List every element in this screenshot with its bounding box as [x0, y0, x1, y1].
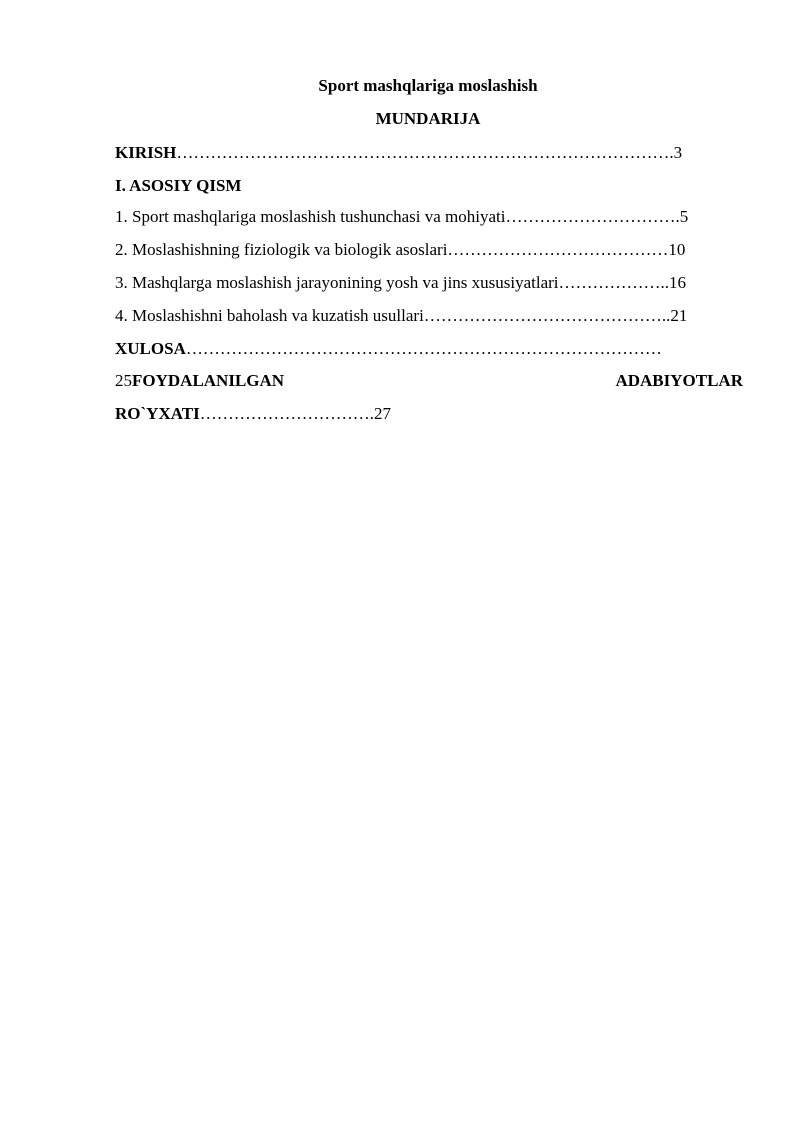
toc-entry-label: RO`YXATI: [115, 404, 200, 423]
toc-entry-references-line2: [115, 403, 743, 425]
toc-entry: [115, 272, 743, 294]
toc-page-number: 3: [673, 143, 683, 162]
toc-leader: ………………………….: [199, 404, 374, 423]
toc-entry-label: XULOSA: [115, 339, 186, 358]
toc-entry-label: 3. Mashqlarga moslashish jarayonining yosh va jins xususiyatlari: [115, 273, 559, 292]
toc-entry-label: FOYDALANILGAN: [132, 371, 285, 390]
toc-entry-conclusion: [115, 338, 743, 360]
toc-page-number: 10: [668, 240, 686, 259]
toc-heading: MUNDARIJA: [375, 109, 481, 128]
toc-leader: ………………..: [558, 273, 670, 292]
toc-page-number: 21: [670, 306, 688, 325]
toc-entry-label: KIRISH: [115, 143, 177, 162]
toc-leader: ………………………….: [505, 207, 680, 226]
toc-leader: …………………………………………………………………………: [185, 339, 662, 358]
toc-entry-label: 4. Moslashishni baholash va kuzatish usullari: [115, 306, 424, 325]
toc-entry: [115, 239, 743, 261]
toc-entry-label: ADABIYOTLAR: [615, 371, 743, 390]
toc-page-number: 25: [115, 371, 132, 390]
toc-entry-label: 2. Moslashishning fiziologik va biologik asoslari: [115, 240, 448, 259]
toc-entry-references-line1: [115, 370, 743, 392]
toc-entry: [115, 206, 743, 228]
toc-leader: …………………………………: [447, 240, 669, 259]
toc-page-number: 16: [669, 273, 687, 292]
toc-entry-label: 1. Sport mashqlariga moslashish tushunchasi va mohiyati: [115, 207, 506, 226]
toc-part-heading: I. ASOSIY QISM: [115, 176, 242, 195]
toc-leader: …………………………………………………………………………….: [176, 143, 674, 162]
toc-references-start: [115, 370, 284, 392]
document-title: Sport mashqlariga moslashish: [318, 76, 538, 95]
toc-entry: [115, 305, 743, 327]
toc-leader: ……………………………………..: [423, 306, 671, 325]
toc-entry-intro: [115, 142, 743, 164]
toc-page-number: 5: [679, 207, 689, 226]
toc-page-number: 27: [373, 404, 391, 423]
